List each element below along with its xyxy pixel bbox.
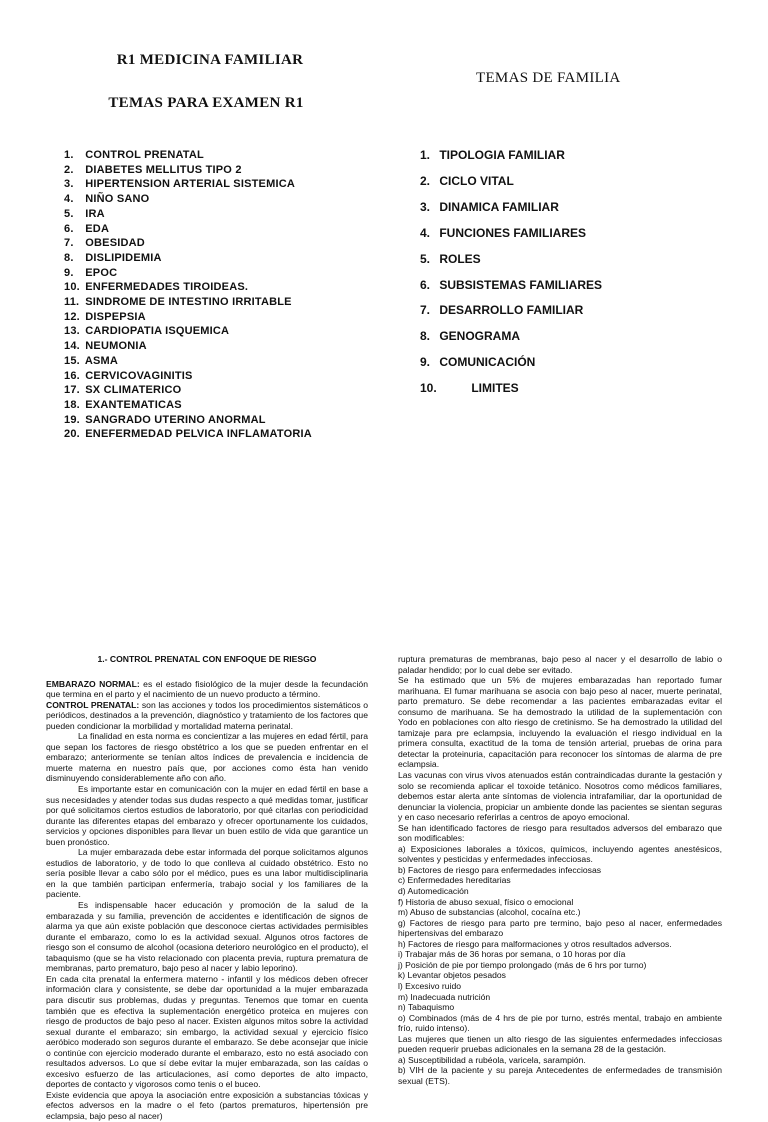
list-label: CICLO VITAL [439, 173, 514, 188]
list-number: 7. [64, 237, 74, 250]
paragraph: CONTROL PRENATAL: son las acciones y todos los procedimientos sistemáticos o periódicos, destinados a la prevención, diagnóstico y tratamiento de los factores que pueden condicionar la morbilidad y mortalidad materna perinatal. [46, 699, 368, 731]
list-label: NEUMONIA [85, 340, 147, 353]
list-number: 17. [64, 384, 80, 397]
page-subtitle: TEMAS PARA EXAMEN R1 [108, 95, 304, 111]
exam-topic-item [64, 339, 312, 354]
paragraph: La mujer embarazada debe estar informada del porque solicitamos algunos estudios de laboratorio, y de todo lo que conlleva al cuidado obstétrico. Esto no sería posible llevar a cabo sólo por el médico, pues es una labor multidisciplinaria en la que también participan enfermería, trabajo social y los familiares de la paciente. [46, 847, 368, 900]
exam-topic-item [64, 354, 312, 369]
page-title: R1 MEDICINA FAMILIAR [116, 52, 304, 68]
list-label: ASMA [84, 354, 119, 367]
list-label: NIÑO SANO [85, 193, 150, 206]
list-label: FUNCIONES FAMILIARES [439, 225, 587, 240]
list-label: CARDIOPATIA ISQUEMICA [85, 325, 230, 338]
exam-topic-item [64, 177, 312, 192]
list-number: 9. [420, 355, 431, 370]
list-number: 8. [64, 251, 74, 264]
exam-topic-item [64, 427, 312, 442]
exam-topics-list [64, 148, 312, 442]
list-label: COMUNICACIÓN [439, 355, 536, 370]
paragraph: Existe evidencia que apoya la asociación entre exposición a substancias tóxicas y efectos adversos en la madre o el feto (partos prematuros, hipertensión pre eclampsia, bajo peso al nacer) [46, 1089, 368, 1121]
family-topics-list [420, 143, 602, 402]
list-number: 8. [420, 329, 431, 344]
list-number: 1. [420, 148, 431, 162]
paragraph: a) Susceptibilidad a rubéola, varicela, sarampión. [398, 1054, 586, 1065]
family-topic-item [420, 221, 602, 247]
risk-factor-item: d) Automedicación [398, 886, 469, 897]
exam-topic-item [64, 148, 312, 163]
list-label: SUBSISTEMAS FAMILIARES [439, 277, 603, 292]
risk-factor-item: i) Trabajar más de 36 horas por semana, o 10 horas por día [398, 949, 626, 960]
exam-topic-item [64, 251, 312, 266]
family-topic-item [420, 247, 602, 273]
family-topic-item [420, 273, 602, 299]
paragraph: Se han identificado factores de riesgo para resultados adversos del embarazo que son modificables: [398, 822, 722, 844]
paragraph: Las mujeres que tienen un alto riesgo de las siguientes enfermedades infecciosas pueden requerir pruebas adicionales en la semana 28 de la gestación. [398, 1033, 722, 1055]
risk-factor-item: n) Tabaquismo [398, 1002, 455, 1013]
risk-factor-item: c) Enfermedades hereditarias [398, 875, 511, 886]
risk-factor-item: g) Factores de riesgo para parto pre termino, bajo peso al nacer, enfermedades hipertensivas del embarazo [398, 917, 722, 939]
list-label: EDA [85, 222, 110, 235]
exam-topic-item [64, 222, 312, 237]
risk-factor-item: m) Inadecuada nutrición [398, 991, 491, 1002]
list-number: 19. [64, 413, 80, 426]
family-topic-item [420, 324, 602, 350]
list-number: 10. [420, 381, 437, 396]
exam-topic-item [64, 163, 312, 178]
risk-factor-item: l) Excesivo ruido [398, 980, 462, 991]
list-label: EXANTEMATICAS [85, 398, 182, 411]
list-label: SINDROME DE INTESTINO IRRITABLE [85, 296, 292, 309]
list-label: GENOGRAMA [439, 329, 521, 344]
list-number: 6. [64, 222, 74, 235]
list-number: 14. [64, 340, 80, 353]
list-number: 12. [64, 310, 80, 323]
list-number: 16. [64, 369, 80, 382]
exam-topic-item [64, 310, 312, 325]
exam-topic-item [64, 413, 312, 428]
exam-topic-item [64, 383, 312, 398]
list-number: 6. [420, 277, 431, 292]
list-number: 9. [64, 266, 74, 279]
list-number: 3. [420, 199, 431, 214]
paragraph: Es importante estar en comunicación con la mujer en edad fértil en base a sus necesidades y atender todas sus dudas respecto a qué medidas tomar, justificar por qué solicitamos ciertos estudios de laboratorio, por qué citarlas con periodicidad durante las diferentes etapas del embarazo y ofrecer oportunamente los cuidados, servicios y opciones disponibles para llevar un buen estilo de vida que garantice un buen pronóstico. [46, 784, 368, 847]
list-number: 11. [64, 296, 80, 309]
risk-factor-item: a) Exposiciones laborales a tóxicos, químicos, incluyendo agentes anestésicos, solventes y pesticidas y enfermedades infecciosas. [398, 843, 722, 865]
exam-topic-item [64, 295, 312, 310]
paragraph: En cada cita prenatal la enfermera materno - infantil y los médicos deben ofrecer información clara y consistente, se debe dar oportunidad a la mujer embarazada para discutir sus problemas, dudas y preguntas. Tenemos que tomar en cuenta también que es efectiva la suplementación energético proteica en mujeres con riesgo de productos de bajo peso al nacer. Existen algunos mitos sobre la actividad sexual durante el embarazo; sin embargo, la actividad sexual y ejercicio físico aeróbico moderado son seguros durante el embarazo. Se debe aconsejar que inicie o continúe con ejercicio moderado durante el embarazo, esto no está asociado con resultados adversos. Lo que sí debe evitar la mujer embarazada, son las caídas o excesivo esfuerzo de las articulaciones, así como deportes de alto impacto, deportes de contacto y vigorosos como tenis o el buceo. [46, 973, 368, 1090]
list-number: 4. [420, 225, 431, 240]
list-label: OBESIDAD [85, 237, 145, 250]
exam-topic-item [64, 324, 312, 339]
family-topic-item [420, 376, 602, 402]
list-number: 2. [64, 163, 74, 176]
paragraph: b) VIH de la paciente y su pareja Antecedentes de enfermedades de transmisión sexual (ETS). [398, 1065, 722, 1086]
list-number: 10. [64, 281, 80, 294]
family-topic-item [420, 195, 602, 221]
list-label: ENEFERMEDAD PELVICA INFLAMATORIA [85, 428, 312, 441]
list-label: TIPOLOGIA FAMILIAR [439, 148, 565, 162]
list-label: DESARROLLO FAMILIAR [439, 303, 584, 318]
list-number: 3. [64, 178, 74, 191]
family-topic-item [420, 298, 602, 324]
article-column-right [398, 654, 722, 1086]
list-label: LIMITES [471, 381, 519, 396]
paragraph: Las vacunas con virus vivos atenuados están contraindicadas durante la gestación y solo se recomienda aplicar el toxoide tetánico. Nosotros como médicos familiares, debemos estar alerta ante síntomas de violencia intrafamiliar, dar la oportunidad de denunciar la violencia, propiciar un ambiente donde las pacientes se sientan seguras y en caso necesario referirlas a centros de apoyo emocional. [398, 770, 722, 823]
exam-topic-item [64, 192, 312, 207]
risk-factor-item: o) Combinados (más de 4 hrs de pie por turno, estrés mental, trabajo en ambiente frío, ruido intenso). [398, 1012, 722, 1034]
risk-factor-item: h) Factores de riesgo para malformaciones y otros resultados adversos. [398, 938, 672, 949]
exam-topic-item [64, 369, 312, 384]
list-label: ENFERMEDADES TIROIDEAS. [85, 281, 249, 294]
list-number: 20. [64, 428, 80, 441]
list-label: DINAMICA FAMILIAR [439, 199, 559, 214]
list-number: 13. [64, 325, 80, 338]
list-label: DISPEPSIA [85, 310, 146, 323]
exam-topic-item [64, 236, 312, 251]
list-label: HIPERTENSION ARTERIAL SISTEMICA [85, 178, 295, 191]
left-header [0, 52, 420, 112]
list-number: 2. [420, 173, 431, 188]
paragraph: ruptura prematuras de membranas, bajo peso al nacer y el desarrollo de labio o paladar hendido; por lo cual debe ser evitado. [398, 654, 722, 675]
list-label: CERVICOVAGINITIS [85, 369, 193, 382]
paragraph: EMBARAZO NORMAL: es el estado fisiológico de la mujer desde la fecundación que termina en el parto y el nacimiento de un nuevo producto a término. [46, 678, 368, 700]
paragraph: Es indispensable hacer educación y promoción de la salud de la embarazada y su familia, prevención de accidentes e identificación de signos de alarma ya que aún existe población que desconoce ciertas actividades permisibles durante el embarazo, como lo es la actividad sexual. Algunos otros factores de riesgo son el consumo de alcohol (ocasiona deterioro neurológico en el producto), el tabaquismo (que se ha visto relacionado con placenta previa, ruptura prematura de membranas, parto prematuro, bajo peso al nacer y labio leporino). [46, 900, 368, 974]
list-label: DISLIPIDEMIA [85, 251, 162, 264]
list-number: 4. [64, 193, 74, 206]
risk-factor-item: b) Factores de riesgo para enfermedades infecciosas [398, 864, 602, 875]
list-number: 5. [420, 251, 431, 266]
list-label: IRA [85, 207, 105, 220]
list-label: ROLES [439, 251, 481, 266]
list-label: EPOC [85, 266, 118, 279]
term: CONTROL PRENATAL: [46, 699, 140, 710]
list-number: 7. [420, 303, 431, 318]
exam-topic-item [64, 266, 312, 281]
paragraph: La finalidad en esta norma es concientizar a las mujeres en edad fértil, para que sepan los factores de riesgo obstétrico a los que se pueden enfrentar en el embarazo; anteriormente se tenían altos índices de prevalencia e incidencia de muerte materna en nuestro país que, por acciones como ésta han venido disminuyendo considerablemente año con año. [46, 731, 368, 784]
risk-factor-item: m) Abuso de substancias (alcohol, cocaína etc.) [398, 907, 581, 918]
list-label: SANGRADO UTERINO ANORMAL [85, 413, 266, 426]
article-heading: 1.- CONTROL PRENATAL CON ENFOQUE DE RIESGO [97, 654, 317, 664]
list-number: 15. [64, 354, 80, 367]
list-label: SX CLIMATERICO [85, 384, 182, 397]
risk-factor-list [398, 844, 722, 1034]
exam-topic-item [64, 280, 312, 295]
family-topics-title: TEMAS DE FAMILIA [476, 70, 621, 86]
list-label: DIABETES MELLITUS TIPO 2 [85, 163, 242, 176]
family-topic-item [420, 169, 602, 195]
exam-topic-item [64, 207, 312, 222]
list-number: 1. [64, 149, 74, 161]
article-column-left [46, 654, 368, 1122]
list-label: CONTROL PRENATAL [85, 149, 204, 161]
risk-factor-item: f) Historia de abuso sexual, físico o emocional [398, 896, 574, 907]
list-number: 5. [64, 207, 74, 220]
family-topic-item [420, 143, 602, 169]
family-topic-item [420, 350, 602, 376]
list-number: 18. [64, 398, 80, 411]
paragraph: Se ha estimado que un 5% de mujeres embarazadas han reportado fumar marihuana. El fumar marihuana se asocia con bajo peso al nacer, muerte perinatal, parto prematuro. Se debe recomendar a las pacientes embarazadas evitar el consumo de marihuana. Se ha demostrado la utilidad de la suplementación con Yodo en poblaciones con alto riesgo de cretinismo. Se ha demostrado la utilidad del tamizaje para pre eclampsia, incluyendo la evaluación el riesgo individual en la primera consulta, exactitud de la toma de tensión arterial, pruebas de orina para detectar la proteinuria, capacitación para reconocer los síntomas de alarma de pre eclampsia. [398, 675, 722, 770]
risk-factor-item: j) Posición de pie por tiempo prolongado (más de 6 hrs por turno) [398, 959, 647, 970]
term: EMBARAZO NORMAL: [46, 678, 140, 689]
exam-topic-item [64, 398, 312, 413]
risk-factor-item: k) Levantar objetos pesados [398, 970, 506, 981]
